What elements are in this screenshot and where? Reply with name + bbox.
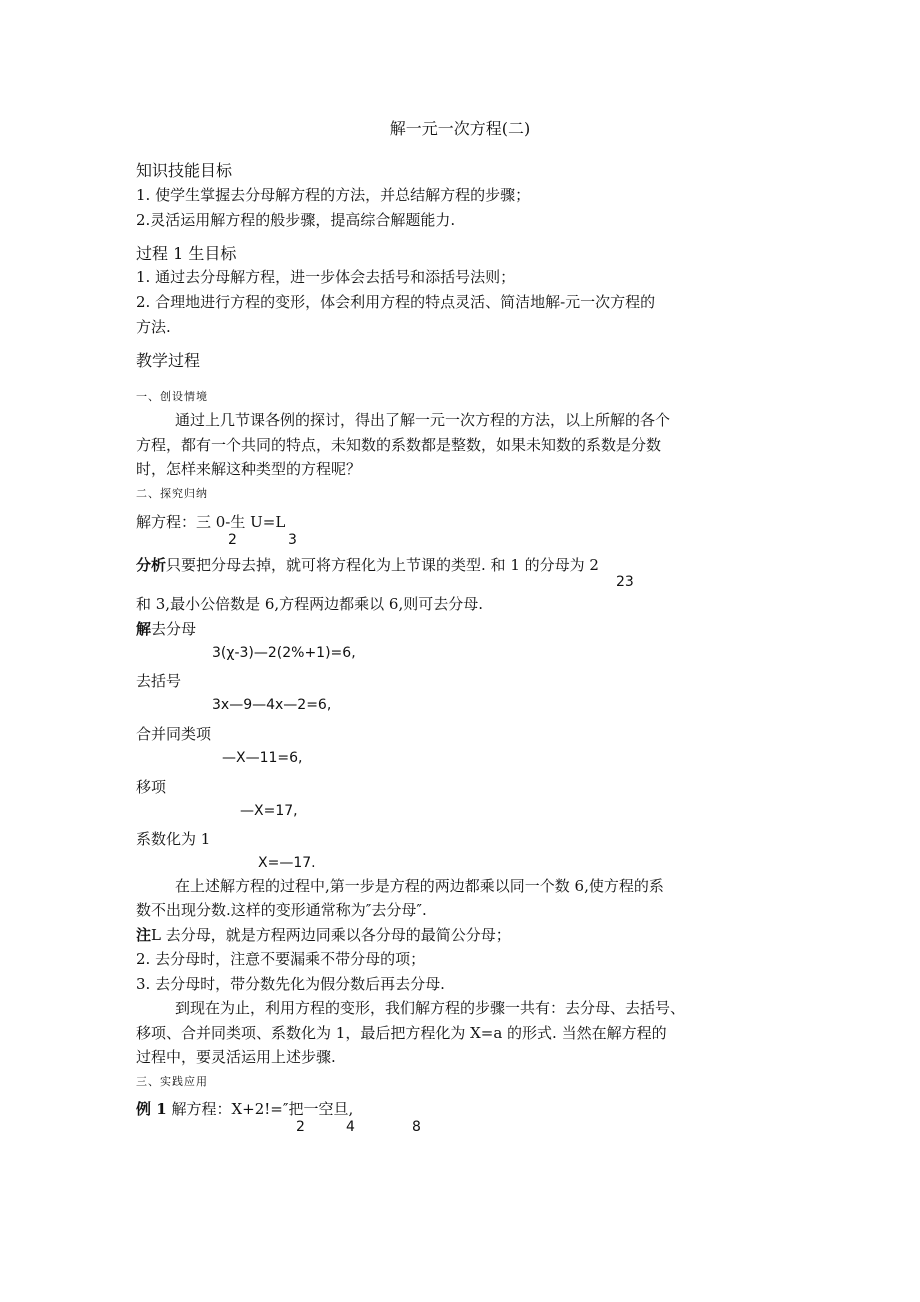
equation-line: 解方程：三 0-生 U=L [136, 513, 286, 531]
note-label: 注 [136, 926, 152, 944]
step-5-label: 系数化为 1 [136, 830, 211, 848]
note-line-1 [136, 926, 511, 944]
example-text: 解方程：X+2!=″把一空旦, [171, 1100, 354, 1118]
section1-line-3: 时，怎样来解这种类型的方程呢？ [136, 460, 362, 478]
section2-heading: 二、探究归纳 [136, 487, 208, 500]
note-line-2: 2. 去分母时，注意不要漏乘不带分母的项； [136, 950, 426, 968]
process-item-3: 方法. [136, 318, 171, 336]
example-denominator-3: 8 [412, 1119, 421, 1135]
step-3-equation: —X—11=6, [222, 750, 303, 766]
note-line-3: 3. 去分母时，带分数先化为假分数后再去分母. [136, 975, 445, 993]
process-item-1: 1. 通过去分母解方程，进一步体会去括号和添括号法则； [136, 268, 516, 286]
solve-label: 解 [136, 620, 152, 638]
step-5-equation: X=—17. [258, 855, 316, 871]
step-2-equation: 3x—9—4x—2=6, [212, 697, 332, 713]
solve-text: 去分母 [151, 620, 197, 638]
note-text-1: L 去分母，就是方程两边同乘以各分母的最简公分母； [151, 926, 511, 944]
equation-denominator-2: 3 [288, 532, 297, 548]
page-title: 解一元一次方程(二) [389, 119, 531, 138]
example-denominator-1: 2 [296, 1119, 305, 1135]
section3-heading: 三、实践应用 [136, 1075, 208, 1088]
step-3-label: 合并同类项 [136, 725, 212, 743]
knowledge-item-2: 2.灵活运用解方程的般步骤，提高综合解题能力. [136, 211, 456, 229]
example-denominator-2: 4 [346, 1119, 355, 1135]
step-2-label: 去括号 [136, 672, 182, 690]
example-label: 例 1 [136, 1100, 167, 1118]
analysis-line-2: 和 3,最小公倍数是 6,方程两边都乘以 6,则可去分母. [136, 595, 484, 613]
para-line-1: 到现在为止，利用方程的变形，我们解方程的步骤一共有：去分母、去括号、 [175, 999, 686, 1017]
para-line-2: 移项、合并同类项、系数化为 1，最后把方程化为 X=a 的形式. 当然在解方程的 [136, 1024, 667, 1042]
analysis-line [136, 556, 599, 574]
knowledge-heading: 知识技能目标 [136, 161, 233, 180]
section1-heading: 一、创设情境 [136, 390, 208, 403]
teaching-heading: 教学过程 [136, 351, 201, 370]
example-line [136, 1100, 353, 1118]
step-1-equation: 3(χ-3)—2(2%+1)=6, [212, 645, 356, 661]
step-4-equation: —X=17, [240, 803, 298, 819]
analysis-text: 只要把分母去掉，就可将方程化为上节课的类型. 和 1 的分母为 2 [166, 556, 599, 574]
analysis-subscript: 23 [616, 574, 634, 590]
solve-line [136, 620, 196, 638]
summary-line-1: 在上述解方程的过程中,第一步是方程的两边都乘以同一个数 6,使方程的系 [175, 877, 664, 895]
para-line-3: 过程中，要灵活运用上述步骤. [136, 1048, 336, 1066]
equation-denominator-1: 2 [228, 532, 237, 548]
step-4-label: 移项 [136, 778, 167, 796]
analysis-label: 分析 [136, 556, 167, 574]
summary-line-2: 数不出现分数.这样的变形通常称为″去分母″. [136, 901, 427, 919]
process-item-2: 2. 合理地进行方程的变形，体会利用方程的特点灵活、简洁地解-元一次方程的 [136, 293, 656, 311]
process-heading: 过程 1 生目标 [136, 244, 237, 263]
section1-line-2: 方程，都有一个共同的特点，未知数的系数都是整数，如果未知数的系数是分数 [136, 436, 662, 454]
section1-line-1: 通过上几节课各例的探讨，得出了解一元一次方程的方法，以上所解的各个 [175, 411, 671, 429]
knowledge-item-1: 1. 使学生掌握去分母解方程的方法，并总结解方程的步骤； [136, 186, 531, 204]
